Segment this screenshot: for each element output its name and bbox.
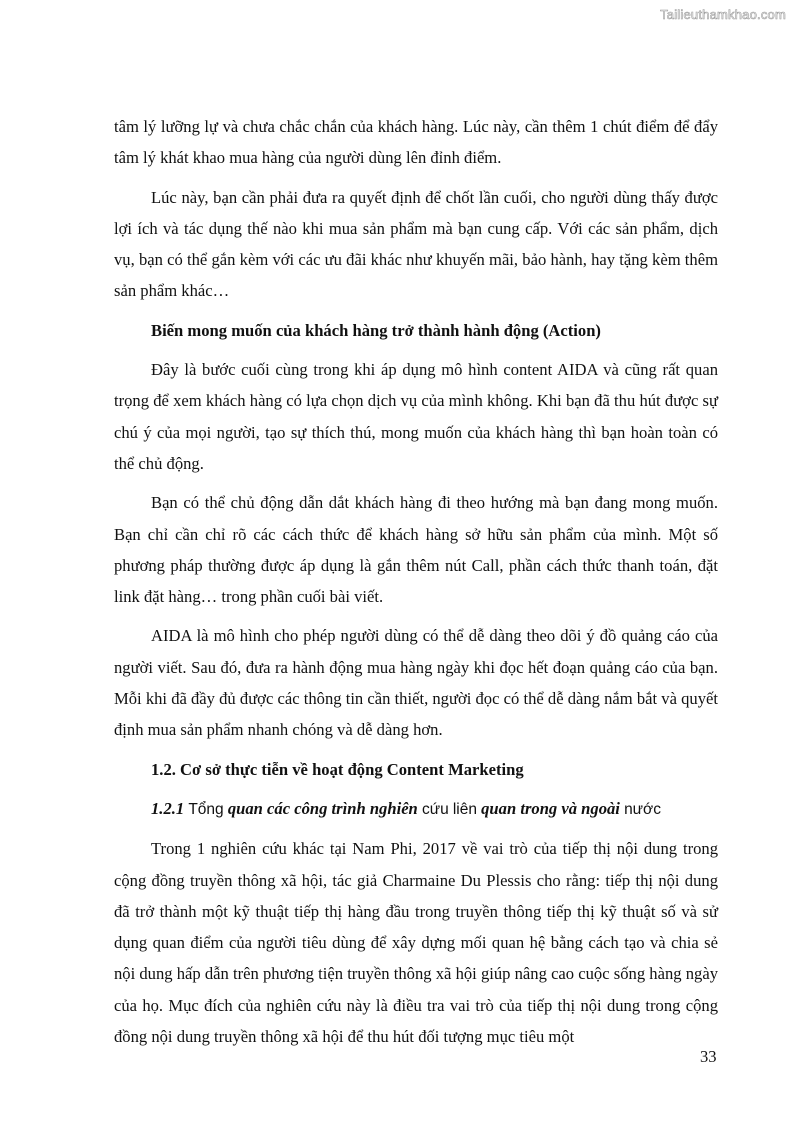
subheading-word: nước: [624, 800, 661, 818]
subheading-word: liên: [452, 800, 477, 818]
document-body: [114, 111, 718, 1060]
page-number: 33: [700, 1047, 717, 1066]
paragraph-2: Lúc này, bạn cần phải đưa ra quyết định để chốt lần cuối, cho người dùng thấy được lợi ích và tác dụng thế nào khi mua sản phẩm mà bạn cung cấp. Với các sản phẩm, dịch vụ, bạn có thể gắn kèm với các ưu đãi khác như khuyến mãi, bảo hành, hay tặng kèm thêm sản phẩm khác…: [114, 187, 718, 301]
subheading-text: quan các công trình nghiên: [223, 798, 422, 818]
paragraph-5: AIDA là mô hình cho phép người dùng có thể dễ dàng theo dõi ý đồ quảng cáo của người viết. Sau đó, đưa ra hành động mua hàng ngày khi đọc hết đoạn quảng cáo của bạn. Mỗi khi đã đầy đủ được các thông tin cần thiết, người đọc có thể dễ dàng nắm bắt và quyết định mua sản phẩm nhanh chóng và dễ dàng hơn.: [114, 626, 718, 740]
paragraph-6: Trong 1 nghiên cứu khác tại Nam Phi, 2017 về vai trò của tiếp thị nội dung trong cộng đồng truyền thông xã hội, tác giả Charmaine Du Plessis cho rằng: tiếp thị nội dung đã trở thành một kỹ thuật tiếp thị hàng đầu trong truyền thông tiếp thị kỹ thuật số và sử dụng quan điểm của người tiêu dùng để xây dựng mối quan hệ bằng cách tạo và chia sẻ nội dung hấp dẫn trên phương tiện truyền thông xã hội giúp nâng cao cuộc sống hàng ngày của họ. Mục đích của nghiên cứu này là điều tra vai trò của tiếp thị nội dung trong cộng đồng nội dung truyền thông xã hội để thu hút đối tượng mục tiêu một: [114, 839, 718, 1047]
subheading-word: Tổng: [188, 800, 224, 818]
paragraph-4: Bạn có thể chủ động dẫn dắt khách hàng đi theo hướng mà bạn đang mong muốn. Bạn chỉ cần chỉ rõ các cách thức để khách hàng sở hữu sản phẩm của mình. Một số phương pháp thường được áp dụng là gắn thêm nút Call, phần cách thức thanh toán, đặt link đặt hàng… trong phần cuối bài viết.: [114, 493, 718, 607]
watermark: Tailieuthamkhao.com: [660, 7, 786, 22]
subheading-number: 1.2.1: [151, 798, 189, 818]
subsection-heading: [114, 793, 718, 825]
paragraph-1: tâm lý lưỡng lự và chưa chắc chắn của khách hàng. Lúc này, cần thêm 1 chút điểm để đẩy tâm lý khát khao mua hàng của người dùng lên đỉnh điểm.: [114, 117, 718, 168]
heading-action: Biến mong muốn của khách hàng trở thành hành động (Action): [151, 320, 601, 340]
subheading-word: cứu: [421, 800, 449, 818]
subheading-text: quan trong và ngoài: [476, 798, 625, 818]
paragraph-3: Đây là bước cuối cùng trong khi áp dụng mô hình content AIDA và cũng rất quan trọng để xem khách hàng có lựa chọn dịch vụ của mình không. Khi bạn đã thu hút được sự chú ý của mọi người, tạo sự thích thú, mong muốn của khách hàng thì bạn hoàn toàn có thể chủ động.: [114, 360, 718, 473]
section-heading: 1.2. Cơ sở thực tiễn về hoạt động Content Marketing: [151, 759, 524, 779]
